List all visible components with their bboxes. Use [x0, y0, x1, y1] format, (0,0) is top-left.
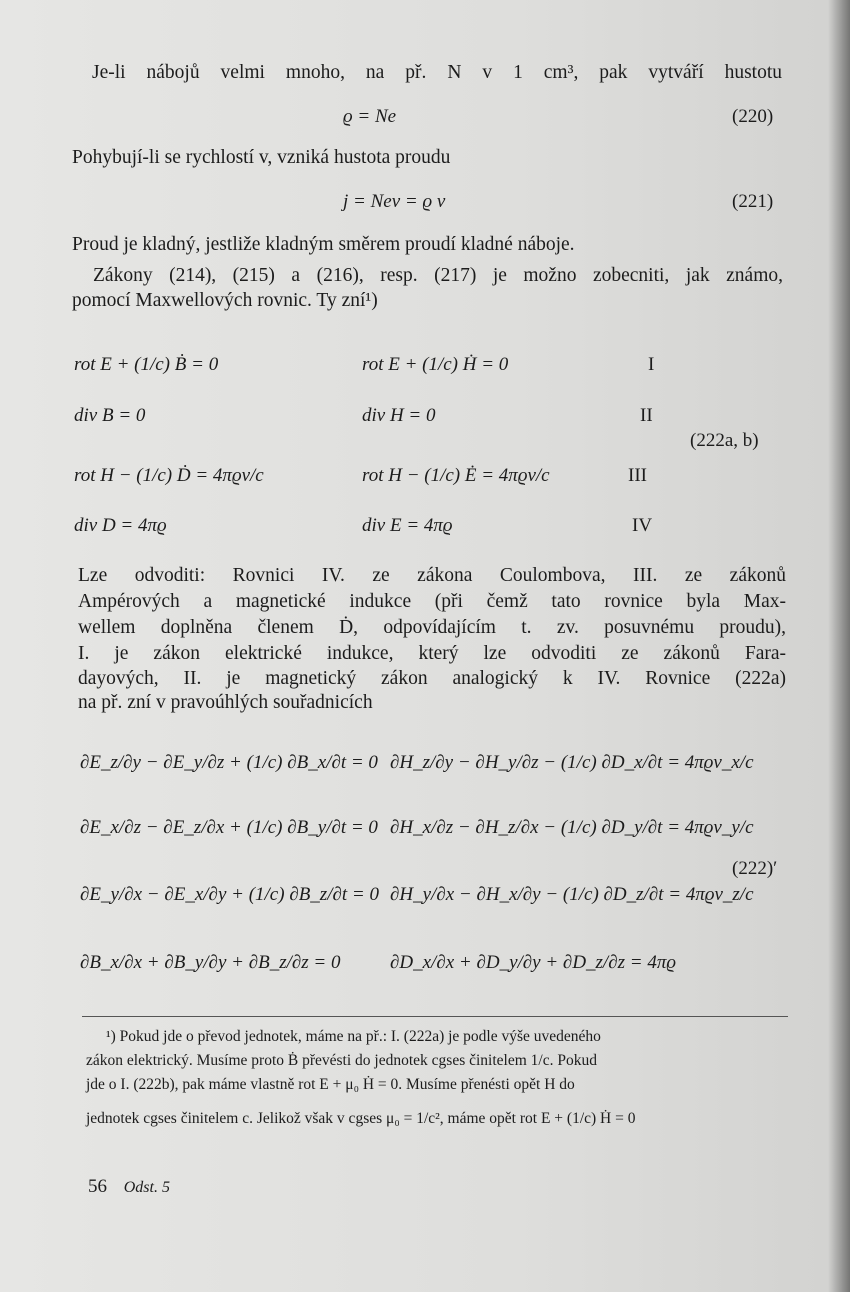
cartesian-right-2: ∂H_x/∂z − ∂H_z/∂x − (1/c) ∂D_y/∂t = 4πϱv_y/c [390, 817, 754, 838]
paragraph-5-line-2: Ampérových a magnetické indukce (při čemž tato rovnice byla Max- [78, 591, 786, 612]
cartesian-right-1: ∂H_z/∂y − ∂H_y/∂z − (1/c) ∂D_x/∂t = 4πϱv_x/c [390, 752, 754, 773]
paragraph-5-line-5: dayových, II. je magnetický zákon analogický k IV. Rovnice (222a) [78, 668, 786, 689]
paragraph-4-line-1: Zákony (214), (215) a (216), resp. (217) je možno zobecniti, jak známo, [93, 265, 783, 286]
page-edge-shadow [828, 0, 850, 1292]
footnote-line-2: zákon elektrický. Musíme proto Ḃ převésti do jednotek cgses činitelem 1/c. Pokud [86, 1052, 597, 1069]
cartesian-left-4: ∂B_x/∂x + ∂B_y/∂y + ∂B_z/∂z = 0 [80, 952, 341, 973]
cartesian-right-4: ∂D_x/∂x + ∂D_y/∂y + ∂D_z/∂z = 4πϱ [390, 952, 676, 973]
maxwell-row-1-right: rot E + (1/c) Ḣ = 0 [362, 354, 509, 375]
maxwell-row-1-roman: I [648, 354, 655, 375]
paragraph-4-line-2: pomocí Maxwellových rovnic. Ty zní¹) [72, 290, 378, 311]
equation-221: j = Nev = ϱ v [343, 191, 446, 212]
maxwell-equation-number: (222a, b) [690, 430, 759, 451]
cartesian-equation-number: (222)′ [732, 858, 778, 879]
paragraph-5-line-4: I. je zákon elektrické indukce, který lze odvoditi ze zákonů Fara- [78, 643, 786, 664]
paragraph-5-line-6: na př. zní v pravoúhlých souřadnicích [78, 692, 373, 713]
maxwell-row-3-left: rot H − (1/c) Ḋ = 4πϱv/c [74, 465, 264, 486]
maxwell-row-3-roman: III [628, 465, 647, 486]
paragraph-2: Pohybují-li se rychlostí v, vzniká hustota proudu [72, 147, 451, 168]
paragraph-1: Je-li nábojů velmi mnoho, na př. N v 1 cm³, pak vytváří hustotu [92, 62, 782, 83]
maxwell-row-2-right: div H = 0 [362, 405, 436, 426]
equation-221-number: (221) [732, 191, 774, 212]
footnote-line-4: jednotek cgses činitelem c. Jelikož však v cgses μ₀ = 1/c², máme opět rot E + (1/c) Ḣ = 0 [86, 1110, 636, 1127]
maxwell-row-2-roman: II [640, 405, 653, 426]
paragraph-3: Proud je kladný, jestliže kladným směrem proudí kladné náboje. [72, 234, 575, 255]
maxwell-row-3-right: rot H − (1/c) Ė = 4πϱv/c [362, 465, 550, 486]
footnote-line-3: jde o I. (222b), pak máme vlastně rot E + μ₀ Ḣ = 0. Musíme přenésti opět H do [86, 1076, 575, 1093]
maxwell-row-2-left: div B = 0 [74, 405, 146, 426]
equation-220-number: (220) [732, 106, 774, 127]
equation-220: ϱ = Ne [343, 106, 397, 127]
cartesian-right-3: ∂H_y/∂x − ∂H_x/∂y − (1/c) ∂D_z/∂t = 4πϱv_z/c [390, 884, 754, 905]
footnote-line-1: ¹) Pokud jde o převod jednotek, máme na př.: I. (222a) je podle výše uvedeného [106, 1028, 601, 1045]
maxwell-row-4-roman: IV [632, 515, 653, 536]
cartesian-left-2: ∂E_x/∂z − ∂E_z/∂x + (1/c) ∂B_y/∂t = 0 [80, 817, 378, 838]
maxwell-row-1-left: rot E + (1/c) Ḃ = 0 [74, 354, 219, 375]
cartesian-left-3: ∂E_y/∂x − ∂E_x/∂y + (1/c) ∂B_z/∂t = 0 [80, 884, 379, 905]
footnote-rule [82, 1016, 788, 1017]
page-number: 56 [88, 1176, 107, 1197]
maxwell-row-4-right: div E = 4πϱ [362, 515, 453, 536]
section-label: Odst. 5 [123, 1179, 170, 1196]
maxwell-row-4-left: div D = 4πϱ [74, 515, 167, 536]
paragraph-5-line-3: wellem doplněna členem Ḋ, odpovídajícím t. zv. posuvnému proudu), [78, 617, 786, 638]
page-footer [88, 1176, 170, 1198]
cartesian-left-1: ∂E_z/∂y − ∂E_y/∂z + (1/c) ∂B_x/∂t = 0 [80, 752, 378, 773]
paragraph-5-line-1: Lze odvoditi: Rovnici IV. ze zákona Coulombova, III. ze zákonů [78, 565, 786, 586]
